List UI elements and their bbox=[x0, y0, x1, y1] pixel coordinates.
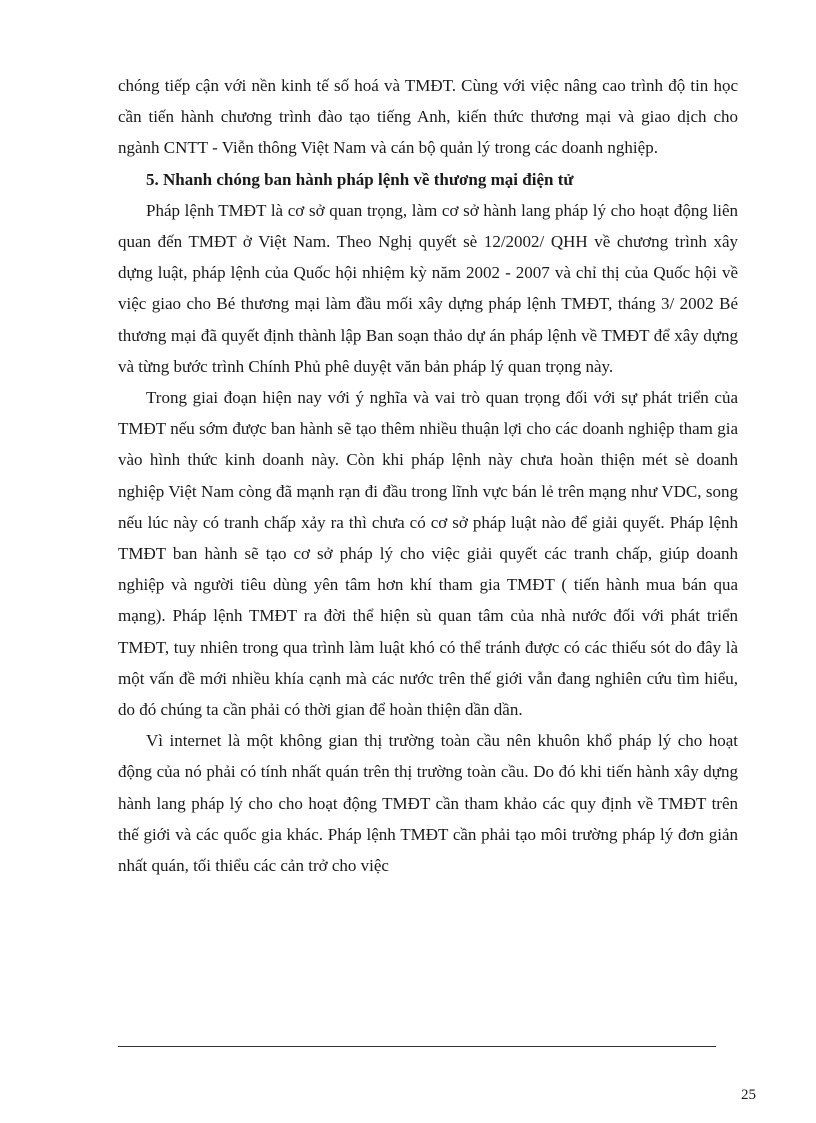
paragraph-legal-basis: Pháp lệnh TMĐT là cơ sở quan trọng, làm cơ sở hành lang pháp lý cho hoạt động liên quan đến TMĐT ở Việt Nam. Theo Nghị quyết sè 12/2002/ QHH về chương trình xây dựng luật, pháp lệnh của Quốc hội nhiệm kỳ năm 2002 - 2007 và chỉ thị của Quốc hội về việc giao cho Bé thương mại làm đầu mối xây dựng pháp lệnh TMĐT, tháng 3/ 2002 Bé thương mại đã quyết định thành lập Ban soạn thảo dự án pháp lệnh về TMĐT để xây dựng và từng bước trình Chính Phủ phê duyệt văn bản pháp lý quan trọng này. bbox=[118, 200, 738, 376]
section-heading: 5. Nhanh chóng ban hành pháp lệnh về thương mại điện tử bbox=[146, 169, 574, 189]
page-number: 25 bbox=[741, 1087, 756, 1103]
paragraph-current-stage: Trong giai đoạn hiện nay với ý nghĩa và vai trò quan trọng đối với sự phát triển của TMĐT nếu sớm được ban hành sẽ tạo thêm nhiều thuận lợi cho các doanh nghiệp tham gia vào hình thức kinh doanh này. Còn khi pháp lệnh này chưa hoàn thiện mét sè doanh nghiệp Việt Nam còng đã mạnh rạn đi đầu trong lĩnh vực bán lẻ trên mạng như VDC, song nếu lúc này có tranh chấp xảy ra thì chưa có cơ sở pháp luật nào để giải quyết. Pháp lệnh TMĐT ban hành sẽ tạo cơ sở pháp lý cho việc giải quyết các tranh chấp, giúp doanh nghiệp và người tiêu dùng yên tâm hơn khí tham gia TMĐT ( tiến hành mua bán qua mạng). Pháp lệnh TMĐT ra đời thể hiện sù quan tâm của nhà nước đối với phát triển TMĐT, tuy nhiên trong qua trình làm luật khó có thể tránh được có các thiếu sót do đây là một vấn đề mới nhiều khía cạnh mà các nước trên thế giới vẫn đang nghiên cứu tìm hiểu, do đó chúng ta cần phải có thời gian để hoàn thiện dần dần. bbox=[118, 388, 738, 720]
paragraph-global-consistency: Vì internet là một không gian thị trường toàn cầu nên khuôn khổ pháp lý cho hoạt động của nó phải có tính nhất quán trên thị trường toàn cầu. Do đó khi tiến hành xây dựng hành lang pháp lý cho cho hoạt động TMĐT cần tham khảo các quy định về TMĐT trên thế giới và các quốc gia khác. Pháp lệnh TMĐT cần phải tạo môi trường pháp lý đơn giản nhất quán, tối thiểu các cản trở cho việc bbox=[118, 731, 738, 876]
paragraph-continuation: chóng tiếp cận với nền kinh tế số hoá và TMĐT. Cùng với việc nâng cao trình độ tin học cần tiến hành chương trình đào tạo tiếng Anh, kiến thức thương mại và giao dịch cho ngành CNTT - Viễn thông Việt Nam và cán bộ quản lý trong các doanh nghiệp. bbox=[118, 76, 738, 158]
document-body bbox=[118, 70, 738, 881]
footer-divider bbox=[118, 1046, 716, 1047]
